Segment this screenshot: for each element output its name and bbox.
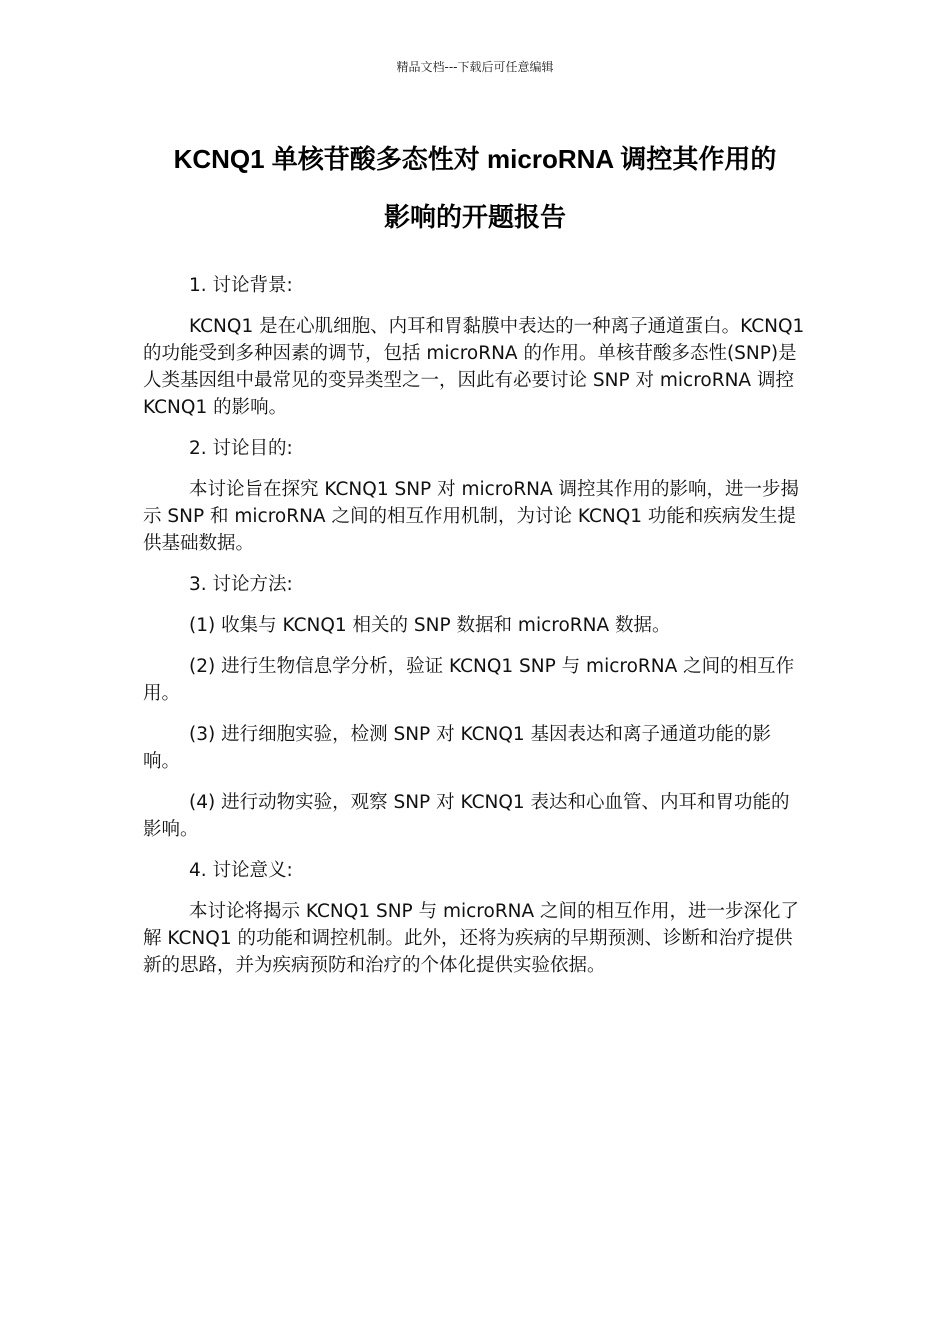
- method-item-3: (3) 进行细胞实验，检测 SNP 对 KCNQ1 基因表达和离子通道功能的影响。: [143, 724, 772, 772]
- method-item-2: (2) 进行生物信息学分析，验证 KCNQ1 SNP 与 microRNA 之间的相互作用。: [143, 656, 795, 704]
- section-heading-significance: 4. 讨论意义:: [189, 860, 293, 881]
- document-body: [143, 272, 805, 993]
- document-title: [140, 130, 810, 246]
- paragraph-purpose: 本讨论旨在探究 KCNQ1 SNP 对 microRNA 调控其作用的影响，进一步揭示 SNP 和 microRNA 之间的相互作用机制，为讨论 KCNQ1 功能和疾病发生提供基础数据。: [143, 479, 800, 554]
- section-heading-purpose: 2. 讨论目的:: [189, 438, 293, 459]
- title-line-1: KCNQ1 单核苷酸多态性对 microRNA 调控其作用的: [173, 144, 777, 174]
- paragraph-background: KCNQ1 是在心肌细胞、内耳和胃黏膜中表达的一种离子通道蛋白。KCNQ1 的功能受到多种因素的调节，包括 microRNA 的作用。单核苷酸多态性(SNP)是人类基因组中最常见的变异类型之一，因此有必要讨论 SNP 对 microRNA 调控 KCNQ1 的影响。: [143, 316, 805, 418]
- method-item-4: (4) 进行动物实验，观察 SNP 对 KCNQ1 表达和心血管、内耳和胃功能的影响。: [143, 792, 790, 840]
- header-note: 精品文档---下载后可任意编辑: [396, 60, 554, 74]
- section-heading-methods: 3. 讨论方法:: [189, 574, 293, 595]
- section-heading-background: 1. 讨论背景:: [189, 275, 293, 296]
- title-line-2: 影响的开题报告: [383, 202, 566, 232]
- method-item-1: (1) 收集与 KCNQ1 相关的 SNP 数据和 microRNA 数据。: [189, 615, 671, 636]
- paragraph-significance: 本讨论将揭示 KCNQ1 SNP 与 microRNA 之间的相互作用，进一步深化了解 KCNQ1 的功能和调控机制。此外，还将为疾病的早期预测、诊断和治疗提供新的思路，并为疾病预防和治疗的个体化提供实验依据。: [143, 901, 800, 976]
